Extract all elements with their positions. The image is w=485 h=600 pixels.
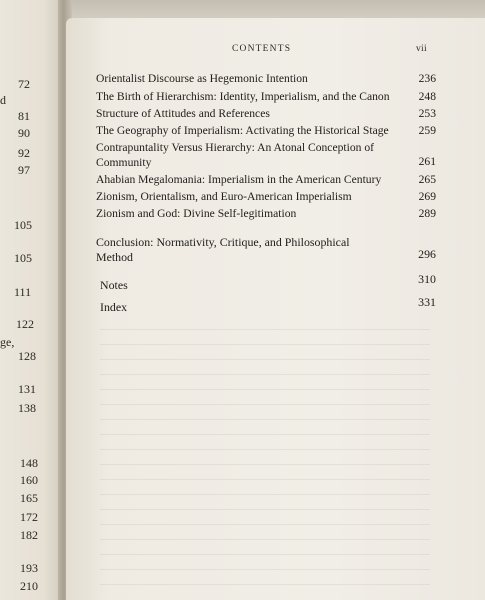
left-page-number: 165 [20,491,38,505]
toc-entry-page: 248 [418,90,436,103]
left-page [0,0,62,600]
toc-entry-title: The Geography of Imperialism: Activating the Historical Stage [96,124,389,137]
toc-entry-page: 289 [418,207,436,220]
toc-entry-page: 310 [418,272,436,286]
toc-entry [96,235,436,265]
toc-entry-title: Notes [100,278,128,292]
left-page-number: 122 [16,317,34,331]
toc-entry-page: 331 [418,295,436,309]
toc-entry-title: The Birth of Hierarchism: Identity, Imperialism, and the Canon [96,90,390,103]
left-page-number: 172 [20,510,38,524]
toc-entry-page: 253 [418,107,436,120]
toc-entry-page: 236 [418,72,436,85]
left-page-number: 111 [14,285,32,299]
toc-entry-title: Index [100,300,128,314]
left-page-number: 131 [18,382,36,396]
toc-entry-page: 261 [418,155,436,168]
left-page-number: 72 [18,77,30,91]
toc-entry-title: Zionism, Orientalism, and Euro-American Imperialism [96,190,352,203]
left-page-number: 92 [18,146,30,160]
running-head-page: vii [416,44,427,54]
left-page-number: 160 [20,473,38,487]
toc-entry-title: Ahabian Megalomania: Imperialism in the American Century [96,173,382,186]
toc-entry-title: Orientalist Discourse as Hegemonic Intention [96,72,308,85]
left-page-number: 128 [18,349,36,363]
left-page-number: 148 [20,456,38,470]
left-page-fragment: ge, [0,335,15,349]
left-page-number: 193 [20,561,38,575]
left-page-number: 81 [18,109,30,123]
left-page-number: 90 [18,126,30,140]
toc-entry-page: 259 [418,124,436,137]
left-page-number: 138 [18,401,36,415]
toc-entry [96,140,436,170]
toc-entry-title: Zionism and God: Divine Self-legitimation [96,207,297,220]
left-page-number: 97 [18,163,30,177]
toc-entry-title: Conclusion: Normativity, Critique, and Philosophical Method [96,235,350,264]
left-page-fragment: d [0,93,6,107]
left-page-number: 182 [20,528,38,542]
left-page-number: 210 [20,579,38,593]
show-through-text [100,320,430,590]
toc-entry-page: 265 [418,173,436,186]
left-page-number: 105 [14,218,32,232]
toc-entry-page: 296 [418,247,436,261]
running-head-title: CONTENTS [232,44,292,54]
toc-entry-title: Structure of Attitudes and References [96,107,270,120]
toc-entry-title: Contrapuntality Versus Hierarchy: An Atonal Conception of Community [96,141,374,169]
left-page-number: 105 [14,251,32,265]
toc-entry-page: 269 [418,190,436,203]
